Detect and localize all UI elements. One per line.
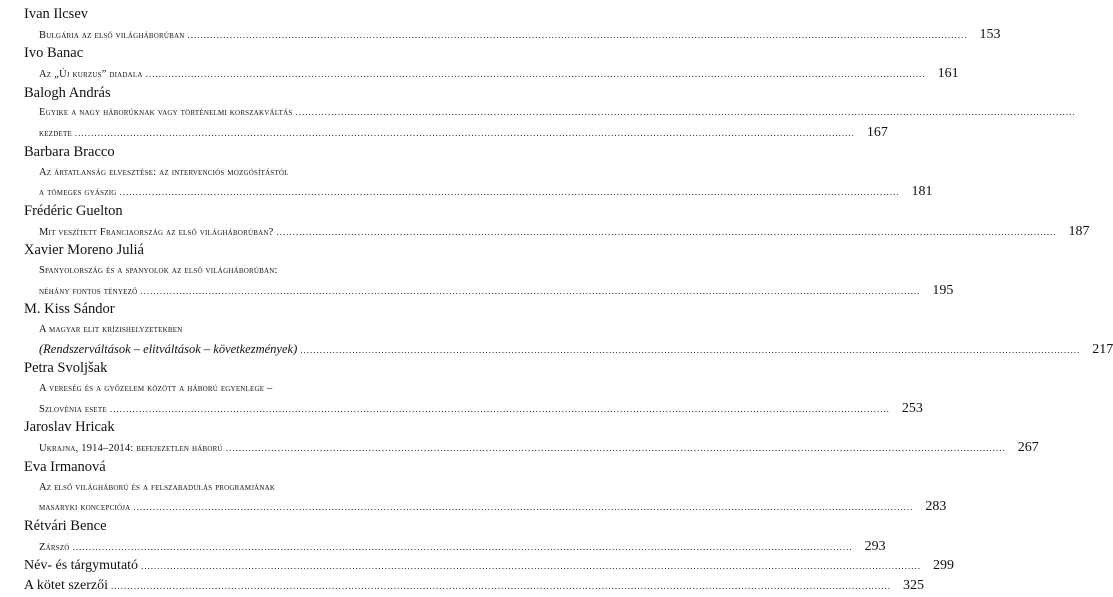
dot-leader xyxy=(300,341,1080,361)
toc-line-authors[interactable] xyxy=(24,576,924,596)
toc-entry xyxy=(24,458,947,517)
page-number: 181 xyxy=(911,184,933,200)
page-number: 217 xyxy=(1092,341,1113,357)
chapter-title-continued: masaryki koncepciója xyxy=(39,502,131,514)
dot-leader xyxy=(141,557,921,577)
page-number: 195 xyxy=(932,282,954,298)
toc-entry xyxy=(24,359,923,418)
dot-leader xyxy=(188,26,968,46)
authors-title: A kötet szerzői xyxy=(24,577,108,593)
dot-leader xyxy=(140,282,920,302)
author-name: Jaroslav Hricak xyxy=(24,419,115,436)
toc-entry xyxy=(24,143,933,202)
page-number: 153 xyxy=(979,26,1001,42)
chapter-title: Az „Új kurzus” diadala xyxy=(39,69,143,81)
chapter-title: Mit veszített Franciaország az első világháborúban? xyxy=(39,226,274,238)
toc-line[interactable] xyxy=(24,261,484,281)
chapter-title: Spanyolország és a spanyolok az első világháborúban: xyxy=(39,264,278,276)
toc-line[interactable] xyxy=(24,497,947,517)
chapter-title-continued: Szlovénia esete xyxy=(39,403,107,415)
author-name: Balogh András xyxy=(24,84,111,101)
page-number: 253 xyxy=(901,400,923,416)
chapter-title-continued: kezdete xyxy=(39,128,72,140)
dot-leader xyxy=(226,439,1006,459)
chapter-title: Egyike a nagy háborúknak vagy történelmi korszakváltás xyxy=(39,107,293,119)
author-name: Xavier Moreno Juliá xyxy=(24,242,144,259)
toc-entry xyxy=(24,300,1113,359)
toc-entry xyxy=(24,44,959,83)
toc-line[interactable] xyxy=(24,222,1090,242)
toc-line[interactable] xyxy=(24,438,1039,458)
author-name: Frédéric Guelton xyxy=(24,202,123,219)
dot-leader xyxy=(133,498,913,518)
toc-line[interactable] xyxy=(24,537,886,557)
dot-leader xyxy=(146,65,926,85)
toc-entry xyxy=(24,5,1001,44)
page-number: 187 xyxy=(1068,223,1090,239)
dot-leader xyxy=(111,577,891,597)
dot-leader xyxy=(295,103,1075,123)
toc-line-index[interactable] xyxy=(24,556,955,576)
toc-line[interactable] xyxy=(24,123,888,143)
author-name: Ivo Banac xyxy=(24,45,84,62)
toc-entry xyxy=(24,84,888,143)
toc-line[interactable] xyxy=(24,25,1001,45)
toc-line[interactable] xyxy=(24,320,484,340)
page-number: 325 xyxy=(902,577,924,593)
toc-line[interactable] xyxy=(24,281,954,301)
chapter-title: Bulgária az első világháborúban xyxy=(39,29,185,41)
page-number: 267 xyxy=(1017,440,1039,456)
toc-line[interactable] xyxy=(24,103,484,123)
page-number: 283 xyxy=(925,499,947,515)
toc-line[interactable] xyxy=(24,340,1113,360)
toc-line[interactable] xyxy=(24,64,959,84)
author-name: Petra Svoljšak xyxy=(24,360,108,377)
toc-line[interactable] xyxy=(24,399,923,419)
toc-line[interactable] xyxy=(24,163,484,183)
dot-leader xyxy=(119,183,899,203)
toc-line[interactable] xyxy=(24,182,933,202)
author-name: Barbara Bracco xyxy=(24,143,115,160)
page-number: 293 xyxy=(864,538,886,554)
page-number: 299 xyxy=(933,558,955,574)
index-title: Név- és tárgymutató xyxy=(24,558,139,574)
chapter-subtitle: (Rendszerváltások – elitváltások – következmények) xyxy=(39,341,298,356)
table-of-contents xyxy=(24,5,1113,596)
chapter-title: Zárszó xyxy=(39,541,70,553)
chapter-title-continued: néhány fontos tényező xyxy=(39,285,138,297)
author-name: M. Kiss Sándor xyxy=(24,301,115,318)
chapter-title: Az ártatlanság elvesztése: az intervenciós mozgósítástól xyxy=(39,166,289,178)
author-name: Ivan Ilcsev xyxy=(24,6,89,22)
chapter-title: A magyar elit krízishelyzetekben xyxy=(39,324,183,335)
dot-leader xyxy=(73,538,853,558)
author-name: Rétvári Bence xyxy=(24,517,107,534)
page-number: 167 xyxy=(866,125,888,141)
toc-line[interactable] xyxy=(24,379,484,399)
page-number: 161 xyxy=(937,66,959,82)
dot-leader xyxy=(75,124,855,144)
toc-entry xyxy=(24,202,1090,241)
author-name: Eva Irmanová xyxy=(24,458,106,475)
toc-entry xyxy=(24,418,1039,457)
dot-leader xyxy=(110,400,890,420)
chapter-title-continued: a tömeges gyászig xyxy=(39,187,117,199)
dot-leader xyxy=(276,223,1056,243)
chapter-title: A vereség és a győzelem között a háború egyenlege – xyxy=(39,383,273,395)
toc-line[interactable] xyxy=(24,478,484,498)
toc-entry xyxy=(24,517,886,556)
toc-entry xyxy=(24,241,954,300)
chapter-title: Az első világháború és a felszabadulás programjának xyxy=(39,481,276,493)
chapter-title: Ukrajna, 1914–2014: befejezetlen háború xyxy=(39,443,223,455)
